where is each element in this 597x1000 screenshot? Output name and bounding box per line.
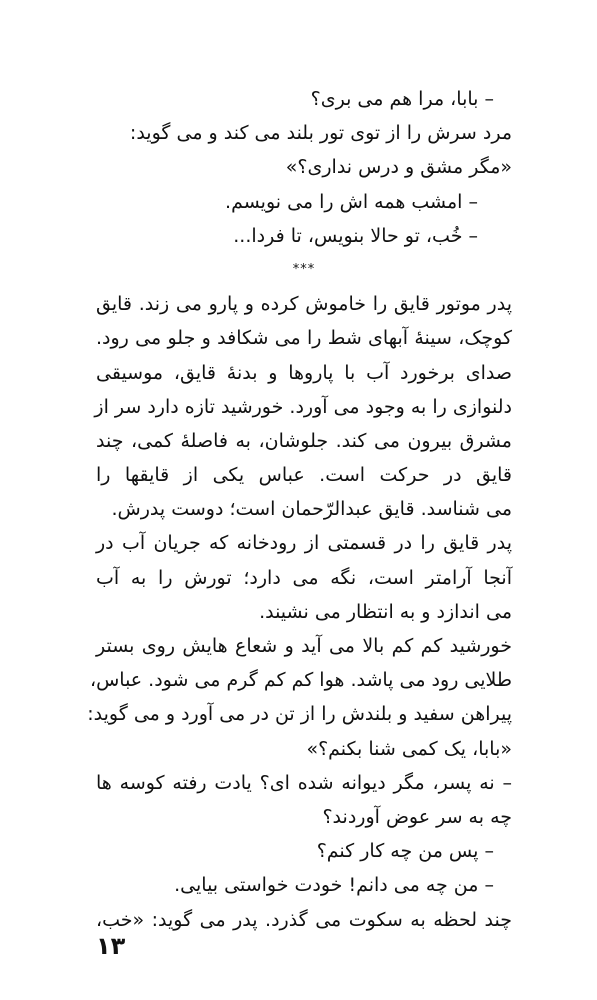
text-line: مشرق بیرون می کند. جلوشان، به فاصلهٔ کمی، چند (96, 429, 512, 452)
text-line: صدای برخورد آب با پاروها و بدنهٔ قایق، موسیقی (96, 361, 512, 384)
text-line: – امشب همه اش را می نویسم. (225, 190, 478, 213)
page-text (87, 82, 512, 937)
text-line: می شناسد. قایق عبدالرّحمان است؛ دوست پدرش. (111, 498, 512, 521)
text-line: – من چه می دانم! خودت خواستی بیایی. (174, 874, 494, 897)
text-line: – خُب، تو حالا بنویس، تا فردا... (233, 224, 478, 247)
text-line: – بابا، مرا هم می بری؟ (310, 88, 494, 110)
text-line: کوچک، سینهٔ آبهای شط را می شکافد و جلو می رود. (96, 327, 512, 350)
text-line: پیراهن سفید و بلندش را از تن در می آورد و می گوید: (87, 703, 512, 726)
section-separator: *** (292, 261, 316, 277)
text-line: چند لحظه به سکوت می گذرد. پدر می گوید: «خب، (96, 908, 512, 931)
text-line: آنجا آرامتر است، نگه می دارد؛ تورش را به آب (96, 566, 512, 589)
text-line: دلنوازی را به وجود می آورد. خورشید تازه دارد سر از (94, 395, 512, 418)
page-number: ۱۳ (96, 932, 126, 960)
text-line: می اندازد و به انتظار می نشیند. (259, 600, 512, 623)
text-line: طلایی رود می پاشد. هوا کم کم گرم می شود. عباس، (89, 669, 512, 692)
text-line: قایق در حرکت است. عباس یکی از قایقها را (96, 464, 512, 487)
text-line: خورشید کم کم بالا می آید و شعاع هایش روی بستر (96, 635, 512, 657)
text-line: – پس من چه کار کنم؟ (316, 840, 494, 863)
text-line: مرد سرش را از توی تور بلند می کند و می گوید: (129, 122, 512, 145)
text-line: «بابا، یک کمی شنا بکنم؟» (306, 737, 512, 760)
text-line: «مگر مشق و درس نداری؟» (285, 156, 512, 179)
text-line: – نه پسر، مگر دیوانه شده ای؟ یادت رفته کوسه ها (96, 771, 512, 794)
text-line: پدر موتور قایق را خاموش کرده و پارو می زند. قایق (96, 293, 512, 316)
text-line: چه به سر عوض آوردند؟ (322, 805, 512, 828)
text-line: پدر قایق را در قسمتی از رودخانه که جریان آب در (96, 532, 512, 555)
